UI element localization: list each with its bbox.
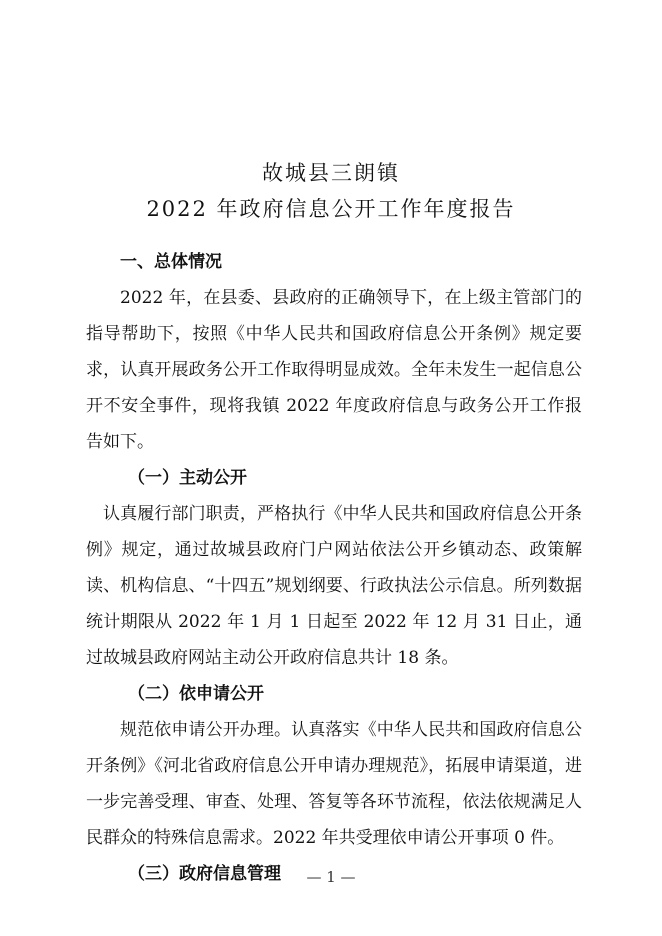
- section-paragraph-application-disclosure: 规范依申请公开办理。认真落实《中华人民共和国政府信息公开条例》《河北省政府信息公开申请办理规范》，拓展申请渠道，进一步完善受理、审查、处理、答复等各环节流程，依法依规满足人民群众的特殊信息需求。2022 年共受理依申请公开事项 0 件。: [86, 720, 582, 848]
- document-title-line1: 故城县三朗镇: [262, 161, 400, 185]
- section-paragraph-active-disclosure: 认真履行部门职责，严格执行《中华人民共和国政府信息公开条例》规定，通过故城县政府门户网站依法公开乡镇动态、政策解读、机构信息、“十四五”规划纲要、行政执法公示信息。所列数据统计期限从 2022 年 1 月 1 日起至 2022 年 12 月 31 日止，通过故城县政府网站主动公开政府信息共计 18 条。: [86, 504, 582, 668]
- section-heading-active-disclosure: （一）主动公开: [128, 468, 247, 488]
- section-heading-application-disclosure: （二）依申请公开: [128, 684, 264, 704]
- document-title-line2: 2022 年政府信息公开工作年度报告: [146, 197, 516, 221]
- section-heading-information-management: （三）政府信息管理: [128, 864, 281, 884]
- page-number: — 1 —: [306, 868, 356, 886]
- section-heading-overview: 一、总体情况: [120, 252, 222, 272]
- section-paragraph-overview: 2022 年，在县委、县政府的正确领导下，在上级主管部门的指导帮助下，按照《中华人民共和国政府信息公开条例》规定要求，认真开展政务公开工作取得明显成效。全年未发生一起信息公开不安全事件，现将我镇 2022 年度政府信息与政务公开工作报告如下。: [86, 288, 582, 452]
- document-body: [86, 244, 582, 892]
